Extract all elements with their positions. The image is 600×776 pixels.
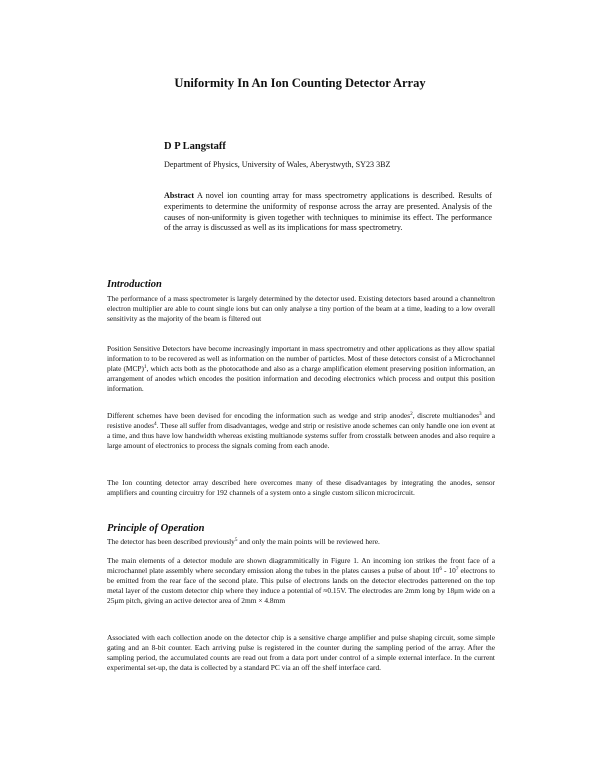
- intro-paragraph-2-text-b: , which acts both as the photocathode and also as a charge amplification element preserving position information, an arrangement of anodes which encodes the position information and decoding electronics which process and output this position information.: [107, 364, 495, 393]
- abstract-text: A novel ion counting array for mass spectrometry applications is described. Results of experiments to determine the uniformity of response across the array are presented. Analysis of the causes of non-uniformity is given together with techniques to minimise its effect. The performance of the array is discussed as well as its implications for mass spectrometry.: [164, 191, 493, 233]
- principle-paragraph-1: [107, 537, 495, 547]
- section-heading-principle: Principle of Operation: [107, 523, 205, 534]
- principle-paragraph-1-text-b: and only the main points will be reviewed here.: [237, 537, 380, 546]
- intro-paragraph-4: The Ion counting detector array described here overcomes many of these disadvantages by integrating the anodes, sensor amplifiers and counting circuitry for 192 channels of a system onto a single custom silicon microcircuit.: [107, 478, 495, 497]
- author-affiliation: Department of Physics, University of Wales, Aberystwyth, SY23 3BZ: [164, 160, 391, 169]
- abstract-label: Abstract: [164, 191, 195, 200]
- intro-paragraph-3-text-b: , discrete multianodes: [412, 411, 480, 420]
- intro-paragraph-3-text-a: Different schemes have been devised for encoding the information such as wedge and strip anodes: [107, 411, 411, 420]
- principle-paragraph-2: [107, 556, 495, 606]
- principle-paragraph-2-text-a: The main elements of a detector module are shown diagrammitically in Figure 1. An incoming ion strikes the front face of a microchannel plate assembly where secondary emission along the tubes in the plates causes a pulse of about 10: [107, 556, 495, 575]
- intro-paragraph-3-text-c: and resistive anodes: [107, 411, 495, 430]
- exponent-7: 7: [455, 566, 459, 572]
- section-heading-introduction: Introduction: [107, 279, 162, 290]
- intro-paragraph-1: The performance of a mass spectrometer is largely determined by the detector used. Existing detectors based around a channeltron electron multiplier are able to count single ions but can only analyse a tiny portion of the beam at a time, leading to a low overall sensitivity as the majority of the beam is filtered out: [107, 294, 495, 323]
- paper-title: Uniformity In An Ion Counting Detector Array: [174, 76, 426, 90]
- principle-paragraph-2-text-c: electrons to be emitted from the rear face of the second plate. This pulse of electrons lands on the detector electrodes patterened on the top metal layer of the custom detector chip where they induce a potential of ≈0.15V. The electrodes are 2mm long by 18μm wide on a 25μm pitch, giving an active detector area of 2mm × 4.8mm: [107, 566, 495, 605]
- exponent-6: 6: [439, 566, 442, 572]
- author-name: D P Langstaff: [164, 141, 226, 152]
- principle-paragraph-3: Associated with each collection anode on the detector chip is a sensitive charge amplifier and pulse shaping circuit, some simple gating and an 8-bit counter. Each arriving pulse is registered in the counter during the sampling period of the array. After the sampling period, the accumulated counts are read out from a data port under control of a simple external interface. In the current experimental set-up, the data is collected by a standard PC via an off the shelf interface card.: [107, 633, 495, 672]
- intro-paragraph-2-text-a: Position Sensitive Detectors have become increasingly important in mass spectrometry and other applications as they allow spatial information to to be recovered as well as information on the number of particles. Most of these detectors consist of a Microchannel plate (MCP): [107, 344, 495, 373]
- citation-ref-2: 2: [410, 411, 413, 417]
- abstract: [164, 191, 492, 234]
- intro-paragraph-3-text-d: . These all suffer from disadvantages, wedge and strip or resistive anode schemes can only handle one ion event at a time, and thus have low handwidth whereas existing multianode systems suffer from crosstalk between anodes and also require a large amount of electronics to process the signals coming from each anode.: [107, 421, 496, 450]
- citation-ref-4: 4: [154, 421, 157, 427]
- citation-ref-3: 3: [479, 411, 482, 417]
- citation-ref-1: 1: [144, 364, 147, 370]
- intro-paragraph-2: [107, 344, 495, 394]
- principle-paragraph-2-text-b: - 10: [441, 566, 456, 575]
- principle-paragraph-1-text-a: The detector has been described previously: [107, 537, 235, 546]
- citation-ref-5: 5: [234, 537, 238, 543]
- intro-paragraph-3: [107, 411, 495, 451]
